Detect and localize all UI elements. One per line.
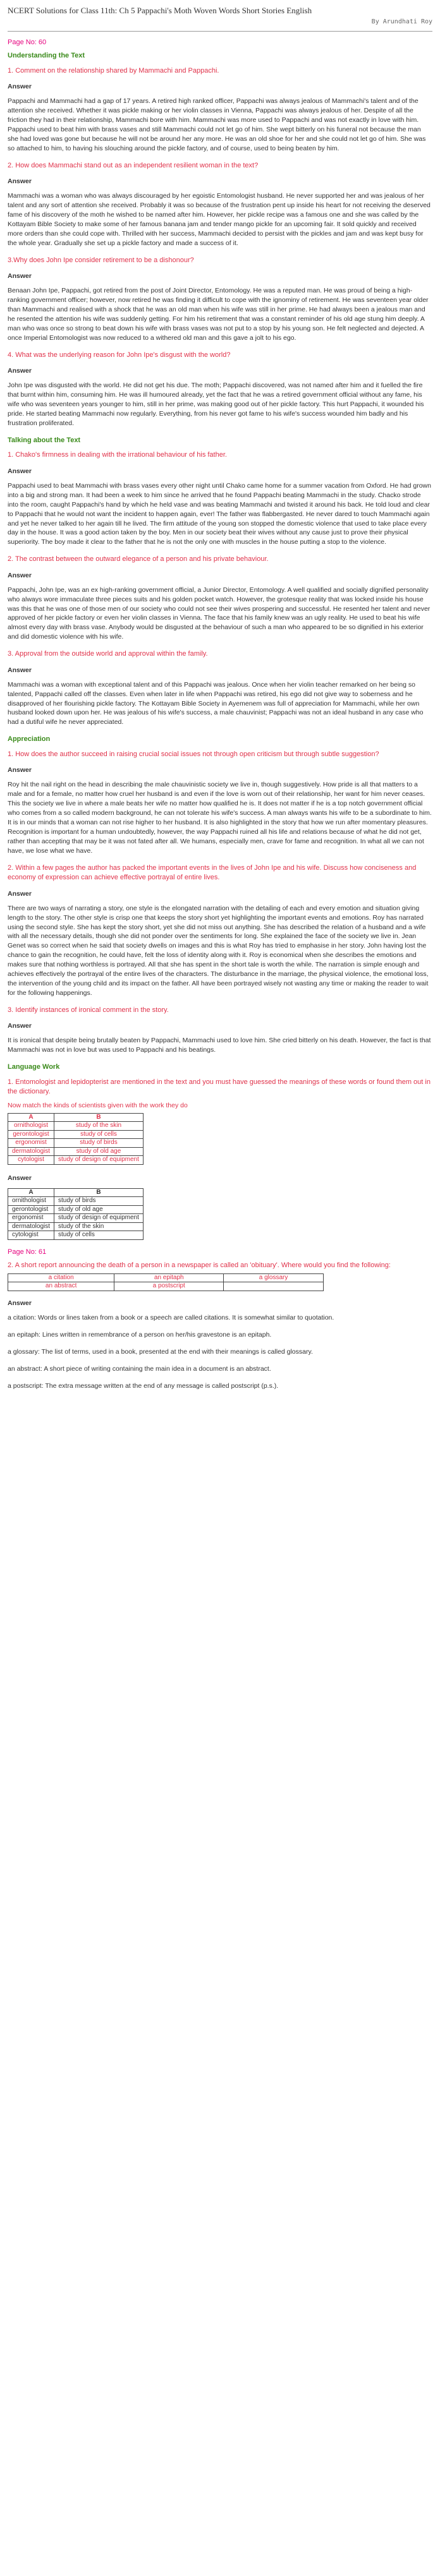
language-question-1: 1. Entomologist and lepidopterist are mentioned in the text and you must have guessed the meanings of these words or found them out in the dictionary. xyxy=(8,1078,431,1096)
table-cell: study of old age xyxy=(54,1205,144,1214)
answer-label: Answer xyxy=(8,1299,32,1307)
answer-text: It is ironical that despite being brutally beaten by Pappachi, Mammachi used to love him. She cried bitterly on his death. However, the fact is that Mammachi was not in love but was used to Pappachi and his beatings. xyxy=(8,1037,431,1054)
definition-item: a citation: Words or lines taken from a book or a speech are called citations. It is somewhat similar to quotation. xyxy=(8,1313,334,1321)
table-cell: study of cells xyxy=(54,1231,144,1240)
answer-label: Answer xyxy=(8,1174,32,1182)
table-row xyxy=(8,1197,144,1206)
appreciation-questions xyxy=(8,750,432,1055)
answer-text: John Ipe was disgusted with the world. He did not get his due. The moth; Pappachi discovered, was not named after him and it fuelled the fire that burnt within him, consuming him. He was ill humoured already, yet the fact that he was a retired government official without any fame, his wife who was seventeen years younger to him, still in her prime, was making good out of her pickle factory. This hurt Pappachi, it wounded his pride. He started beating Mammachi now regularly. Everything, from his never got fame to his wife's success wounded him badly and his frustration proliferated. xyxy=(8,382,424,427)
table-cell: ergonomist xyxy=(8,1139,54,1148)
section-heading-language: Language Work xyxy=(8,1063,60,1071)
definition-item: an abstract: A short piece of writing containing the main idea in a document is an abstract. xyxy=(8,1364,271,1373)
page-title: NCERT Solutions for Class 11th: Ch 5 Pappachi's Moth Woven Words Short Stories English xyxy=(8,6,312,15)
table-cell: study of design of equipment xyxy=(54,1214,144,1223)
table-cell: study of cells xyxy=(54,1130,144,1139)
table-row xyxy=(8,1130,144,1139)
understanding-questions xyxy=(8,66,432,428)
answer-label: Answer xyxy=(8,666,32,674)
table-cell: an epitaph xyxy=(114,1273,224,1282)
question-heading: 2. Within a few pages the author has packed the important events in the lives of John Ipe and his wife. Discuss how conciseness and economy of expression can achieve effective portrayal of entire lives. xyxy=(8,864,417,882)
section-heading-appreciation: Appreciation xyxy=(8,735,51,743)
table-row xyxy=(8,1139,144,1148)
table-row xyxy=(8,1231,144,1240)
definition-item: an epitaph: Lines written in remembrance of a person on her/his gravestone is an epitaph. xyxy=(8,1330,272,1339)
table-cell: study of the skin xyxy=(54,1122,144,1131)
table-cell: cytologist xyxy=(8,1231,54,1240)
page-number: Page No: 60 xyxy=(8,38,47,46)
table-row xyxy=(8,1205,144,1214)
table-row xyxy=(8,1156,144,1165)
table-cell: study of birds xyxy=(54,1197,144,1206)
question-heading: 2. The contrast between the outward elegance of a person and his private behaviour. xyxy=(8,555,269,563)
answer-text: Pappachi used to beat Mammachi with brass vases every other night until Chako came home for a summer vacation from Oxford. He had grown into a big and strong man. It had been a week to him since he arrived that he found Pappachi beating Mammachi in the study. Chacko strode into the room, caught Pappachi's hand by which he held vase and was beating Mammachi and twisted it around his back. He told loud and clear to Pappachi that he would not want the incident to happen again, ever! The father was flabbergasted. He never dared to touch Mammachi again and yet he never talked to her again till he lived. The firm attitude of the young son stopped the domestic violence that used to take place every day in the house. It was a good action taken by the boy. Men in our society beat their wives without any cause just to prove their physical superiority. The boy made it clear to the father that he is not the only one with muscles in the house putting a stop to the violence. xyxy=(8,481,431,546)
table-row xyxy=(8,1222,144,1231)
question-heading: 3. Approval from the outside world and approval within the family. xyxy=(8,650,208,658)
answer-label: Answer xyxy=(8,367,32,375)
table-cell: a citation xyxy=(8,1273,114,1282)
table-row xyxy=(8,1273,324,1282)
table-cell: ergonomist xyxy=(8,1214,54,1223)
answer-text: Mammachi was a woman who was always discouraged by her egoistic Entomologist husband. He never supported her and was jealous of her talent and any sort of attention she received. Probably it was so because of the frustration pent up inside his heart for not receiving the deserved fame of his discovery of the moth he wished to be named after him. However, her pickle recipe was a famous one and she was called by the Kottayam Bible Society to make some of her famous banana jam and tender mango pickle for an upcoming fair. It sold quickly and received more orders than she could cope with. Thrilled with her success, Mammachi decided to persist with the pickles and jam and was kept busy for the whole year. Gradually she set up a pickle factory and made a success of it. xyxy=(8,192,431,247)
match-instruction: Now match the kinds of scientists given with the work they do xyxy=(8,1101,188,1109)
table-header-a: A xyxy=(8,1188,54,1197)
table-cell: dermatologist xyxy=(8,1222,54,1231)
question-heading: 1. How does the author succeed in raising crucial social issues not through open criticism but through subtle suggestion? xyxy=(8,750,379,758)
answer-label: Answer xyxy=(8,467,32,475)
answer-label: Answer xyxy=(8,766,32,774)
table-header-a: A xyxy=(8,1113,54,1122)
author-byline: By Arundhati Roy xyxy=(371,18,432,26)
table-cell: an abstract xyxy=(8,1282,114,1291)
answer-text: There are two ways of narrating a story, one style is the elongated narration with the detailing of each and every emotion and situation giving length to the story. The other style is crisp one that keeps the story short yet highlighting the important events and emotions. Roy has narrated using the second style. She has kept the story short, yet she did not miss out anything. She has described the relation of a husband and a wife with all the necessary details, though she did not ponder over the sentiments for long. She explained the face of the society we live in. Jean Genet was so correct when he said that society dwells on images and this is what Roy has tried to emphasise in her story. John having lost the chance to gain the recognition, he could have, felt the loss of identity along with it. Roy is economical when she describes the emotions and makes sure that nothing worthless is portrayed. All that she has spent in the short tale is worth the while. The narration is simple enough and achieves effectively the portrayal of the entire lives of the characters. The disturbance in the marriage, the physical violence, the emotional loss, the intervention of the young child and its impact on the father. All have been portrayed wisely not wasting any time or making the reader to wait for the following happenings. xyxy=(8,904,429,997)
answer-text: Mammachi was a woman with exceptional talent and of this Pappachi was jealous. Once when her violin teacher remarked on her being so talented, Pappachi called off the classes. Even when later in life when Pappachi was retired, his ego did not give way to soberness and he disapproved of her flourishing pickle factory. The Kottayam Bible Society in Ayemenem was full of appreciation for Mammachi, while her own husband looked down upon her. He was jealous of his wife's success, a male chauvinist; Pappachi was not an ideal husband in any case who had a dutiful wife he never appreciated. xyxy=(8,680,424,726)
definitions-list xyxy=(8,1313,432,1391)
question-heading: 1. Chako's firmness in dealing with the irrational behaviour of his father. xyxy=(8,451,227,459)
match-answer-table xyxy=(8,1188,144,1240)
answer-label: Answer xyxy=(8,1022,32,1030)
terms-table xyxy=(8,1273,324,1291)
table-cell: study of old age xyxy=(54,1147,144,1156)
definition-item: a glossary: The list of terms, used in a book, presented at the end with their meanings is called glossary. xyxy=(8,1347,313,1356)
question-heading: 1. Comment on the relationship shared by Mammachi and Pappachi. xyxy=(8,66,219,75)
answer-label: Answer xyxy=(8,272,32,280)
question-heading: 4. What was the underlying reason for John Ipe's disgust with the world? xyxy=(8,351,231,359)
table-cell xyxy=(224,1282,324,1291)
table-header-b: B xyxy=(54,1113,144,1122)
table-cell: a glossary xyxy=(224,1273,324,1282)
question-heading: 3.Why does John Ipe consider retirement to be a dishonour? xyxy=(8,256,194,264)
answer-label: Answer xyxy=(8,889,32,898)
definition-item: a postscript: The extra message written at the end of any message is called postscript (p.s.). xyxy=(8,1381,279,1390)
talking-questions xyxy=(8,450,432,727)
table-cell: gerontologist xyxy=(8,1205,54,1214)
answer-text: Pappachi, John Ipe, was an ex high-ranking government official, a Junior Director, Entomology. A well qualified and socially dignified personality who always wore immaculate three pieces suits and his golden pocket watch. However, the grotesque reality that was locked inside his house was this that he was one of those men of our society who could not see their wives prospering and successful. He resented her talent and never approved of her pickle factory or even her violin classes in Vienna. The face that his family knew was an ugly reality. He used to beat his wife almost every day with brass vase. Anybody would be disgusted at the behaviour of such a man who appeared to be so dignified in his exterior and did domestic violence with his wife. xyxy=(8,586,431,641)
answer-label: Answer xyxy=(8,178,32,186)
question-heading: 3. Identify instances of ironical comment in the story. xyxy=(8,1006,169,1014)
section-heading-understanding: Understanding the Text xyxy=(8,52,85,60)
title-divider xyxy=(8,31,432,32)
table-row xyxy=(8,1122,144,1131)
table-header-b: B xyxy=(54,1188,144,1197)
language-question-2: 2. A short report announcing the death of a person in a newspaper is called an 'obituary'. Where would you find the following: xyxy=(8,1261,391,1270)
answer-text: Roy hit the nail right on the head in describing the male chauvinistic society we live in, though suggestively. How pride is all that matters to a male and for a female, no matter how cruel her husband is and even if the love is worn out of their relationship, her want for him never ceases. This the society we live in where a male beats her wife no matter how qualified he is. It does not matter if he is a top notch government official who comes from a so called modern background, he can not tolerate his wife's success. A man always wants his wife to be a subordinate to him. It is in our minds that a woman can not rise higher to her husband. It is also highlighted in the story that how we run after momentary pleasures. Recognition is important for a human undoubtedly, however, the way Pappachi ruined all his life and relations because of what he did not get, rather than accepting that may be it was not fated after all. We humans, especially men, crave for fame and recognition. In what all we can not have, we lose what we have. xyxy=(8,781,432,855)
table-cell: gerontologist xyxy=(8,1130,54,1139)
table-row xyxy=(8,1214,144,1223)
table-cell: cytologist xyxy=(8,1156,54,1165)
table-cell: study of the skin xyxy=(54,1222,144,1231)
section-heading-talking: Talking about the Text xyxy=(8,436,81,444)
table-cell: study of design of equipment xyxy=(54,1156,144,1165)
table-cell: dermatologist xyxy=(8,1147,54,1156)
table-row xyxy=(8,1147,144,1156)
table-cell: ornithologist xyxy=(8,1122,54,1131)
answer-text: Pappachi and Mammachi had a gap of 17 years. A retired high ranked officer, Pappachi was always jealous of Mammachi's talent and of the attention she received. Whether it was pickle making or her violin classes in Vienna, Pappachi was always jealous of her. Despite of all the friction they had in their relationship, Mammachi bore with him. Mammachi was more used to Pappachi and was not exactly in love with him. Pappachi used to beat him with brass vases and still Mammachi could not let go of him. She wept bitterly on his funeral not because the man she had loved was gone but because he will not be around her any more. He was an old shoe for her and she could not let go of him. She was so attached to him, to having his slouching around the pickle factory, and of course, used to being beaten by him. xyxy=(8,97,426,152)
answer-label: Answer xyxy=(8,571,32,579)
match-question-table xyxy=(8,1113,144,1165)
answer-label: Answer xyxy=(8,83,32,91)
page-number: Page No: 61 xyxy=(8,1248,47,1256)
table-cell: a postscript xyxy=(114,1282,224,1291)
answer-text: Benaan John Ipe, Pappachi, got retired from the post of Joint Director, Entomology. He was a reputed man. He was proud of being a high-ranking government officer; however, now retired he was finding it difficult to cope with the ignominy of retirement. He was seventeen year older than Mammachi and realised with a shock that he was an old man when his wife was still in her prime. He had always been a jealous man and he resented the attention his wife was suddenly getting. For him his retirement that was a constant reminder of his old age stung him deeply. A man who was once so strong to beat down his wife with brass vases was not put to a stop by his young son. He felt neglected and dejected. A once Imperial Entomologist was now reduced to a withered old man and this gave a jolt to his ego. xyxy=(8,287,429,342)
question-heading: 2. How does Mammachi stand out as an independent resilient woman in the text? xyxy=(8,161,259,169)
table-row xyxy=(8,1282,324,1291)
table-cell: study of birds xyxy=(54,1139,144,1148)
table-cell: ornithologist xyxy=(8,1197,54,1206)
